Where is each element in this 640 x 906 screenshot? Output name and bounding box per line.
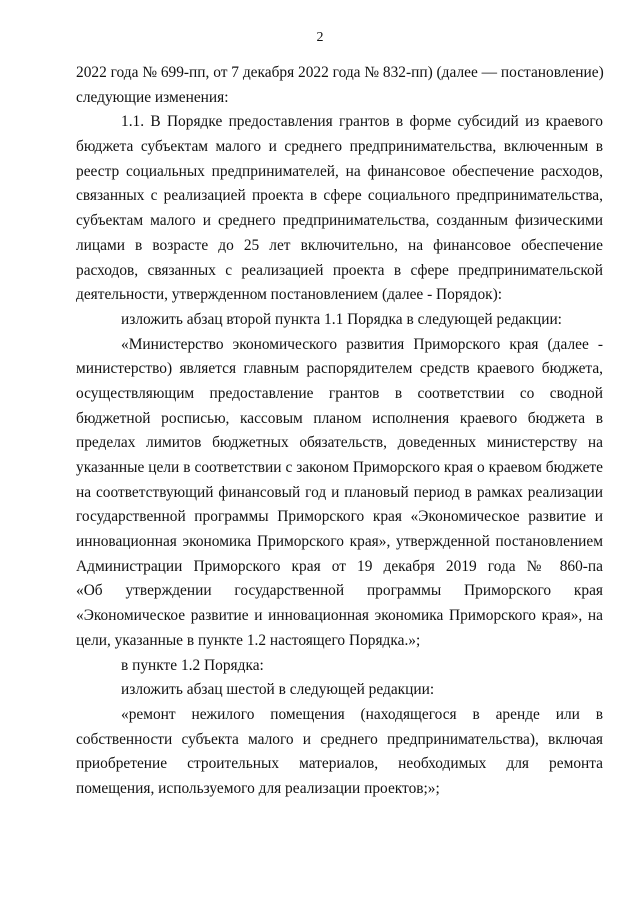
text-line: помещения, используемого для реализации проектов;»; xyxy=(76,779,440,797)
text-line: в пункте 1.2 Порядка: xyxy=(121,656,264,674)
text-line: инновационная экономика Приморского края», утвержденной постановлением xyxy=(76,533,603,551)
text-line: государственной программы Приморского края «Экономическое развитие и xyxy=(76,508,603,526)
text-line: цели, указанные в пункте 1.2 настоящего Порядка.»; xyxy=(76,631,421,649)
text-line: 1.1. В Порядке предоставления грантов в форме субсидий из краевого xyxy=(121,113,603,131)
text-line: осуществляющим предоставление грантов в соответствии со сводной xyxy=(76,384,603,402)
page-number: 2 xyxy=(316,30,324,45)
text-line: «Министерство экономического развития Приморского края (далее - xyxy=(121,335,603,353)
text-line: пределах лимитов бюджетных обязательств, доведенных министерству на xyxy=(76,434,603,452)
document-body xyxy=(76,61,603,802)
text-line: субъектам малого и среднего предпринимательства, созданным физическими xyxy=(76,212,603,230)
text-line: приобретение строительных материалов, необходимых для ремонта xyxy=(76,755,603,773)
text-line: министерство) является главным распорядителем средств краевого бюджета, xyxy=(76,360,603,378)
text-line: «Об утверждении государственной программы Приморского края xyxy=(76,582,603,600)
text-line: указанные цели в соответствии с законом Приморского края о краевом бюджете xyxy=(76,459,603,476)
text-line: «ремонт нежилого помещения (находящегося в аренде или в xyxy=(121,705,603,723)
text-line: собственности субъекта малого и среднего предпринимательства), включая xyxy=(76,730,603,748)
text-line: реестр социальных предпринимателей, на финансовое обеспечение расходов, xyxy=(76,162,603,180)
text-line: 2022 года № 699-пп, от 7 декабря 2022 года № 832-пп) (далее — постановление) xyxy=(76,64,604,81)
text-line: расходов, связанных с реализацией проекта в сфере предпринимательской xyxy=(76,261,603,279)
text-line: Администрации Приморского края от 19 декабря 2019 года № 860-па xyxy=(76,557,603,575)
text-line: «Экономическое развитие и инновационная экономика Приморского края», на xyxy=(76,607,603,625)
text-line: изложить абзац второй пункта 1.1 Порядка в следующей редакции: xyxy=(121,310,562,328)
text-line: изложить абзац шестой в следующей редакции: xyxy=(121,681,435,699)
text-line: бюджетной росписью, кассовым планом исполнения краевого бюджета в xyxy=(76,409,603,427)
text-line: лицами в возрасте до 25 лет включительно, на финансовое обеспечение xyxy=(76,236,603,254)
text-line: следующие изменения: xyxy=(76,88,229,106)
text-line: на соответствующий финансовый год и плановый период в рамках реализации xyxy=(76,483,603,501)
text-line: бюджета субъектам малого и среднего предпринимательства, включенным в xyxy=(76,138,603,156)
text-line: деятельности, утвержденном постановлением (далее - Порядок): xyxy=(76,286,503,304)
text-line: связанных с реализацией проекта в сфере социального предпринимательства, xyxy=(76,187,603,205)
